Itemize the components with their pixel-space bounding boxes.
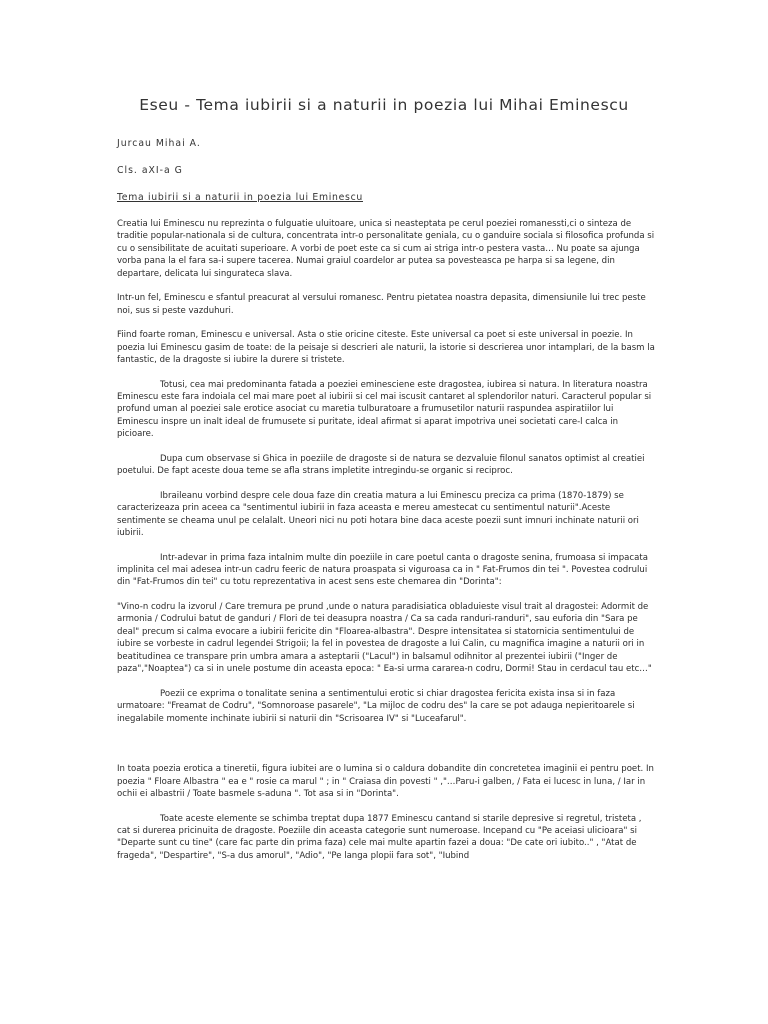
paragraph: In toata poezia erotica a tineretii, figura iubitei are o lumina si o caldura dobandite din concretetea imaginii ei pentru poet. In poezia " Floare Albastra " ea e " rosie ca marul " ; in " Craiasa din povesti " ,"…Paru-i galben, / Fata ei lucesc in luna, / Iar in ochii ei albastrii / Toate basmele s-aduna ". Tot asa si in "Dorinta". bbox=[117, 764, 654, 799]
paragraph: Intr-adevar in prima faza intalnim multe din poeziile in care poetul canta o dragoste senina, frumoasa si impacata implinita cel mai adesea intr-un cadru feeric de natura proaspata si viguroasa ca in " Fat-Frumos din tei ". Povestea codrului din "Fat-Frumos din tei" cu totu reprezentativa in acest sens este chemarea din "Dorinta": bbox=[117, 552, 648, 588]
paragraph: Creatia lui Eminescu nu reprezinta o fulguatie uluitoare, unica si neasteptata pe cerul poeziei romanessti,ci o sinteza de traditie popular-nationala si de cultura, concentrata intr-o personalitate geniala, cu o ganduire sociala si filosofica profunda si cu o sensibilitate de acuitati superioare. A vorbi de poet este ca si cum ai striga intr-o pestera vasta… Nu poate sa ajunga vorba pana la el fara sa-i supere tacerea. Numai graiul coardelor ar putea sa povesteasca pe harpa si sa legene, din departare, delicata lui singurateca slava. bbox=[117, 219, 655, 279]
document-title: Eseu - Tema iubirii si a naturii in poezia lui Mihai Eminescu bbox=[139, 96, 629, 114]
author-name: Jurcau Mihai A. bbox=[117, 138, 201, 149]
paragraph: Dupa cum observase si Ghica in poeziile de dragoste si de natura se dezvaluie filonul sanatos optimist al creatiei poetului. De fapt aceste doua teme se afla strans impletite intregindu-se organic si reciproc. bbox=[117, 453, 645, 477]
paragraph: "Vino-n codru la izvorul / Care tremura pe prund ,unde o natura paradisiatica obladuieste visul trait al dragostei: Adormit de armonia / Codrului batut de ganduri / Flori de tei deasupra noastra / Ca sa cada randuri-randuri", sau euforia din "Sara pe deal" precum si calma evocare a iubirii fericite din "Floarea-albastra". Despre intensitatea si statornicia sentimentului de iubire se vorbeste in cadrul legendei Strigoii; la fel in povestea de dragoste a lui Calin, cu magnifica imagine a naturii ori in beatitudinea ce transpare prin umbra amara a asteptarii ("Lacul") in balsamul odihnitor al prezentei iubirii ("Inger de paza","Noaptea") ca si in unele postume din aceasta epoca: " Ea-si urma cararea-n codru, Dormi! Stau in cerdacul tau etc…" bbox=[117, 602, 652, 675]
paragraph: Ibraileanu vorbind despre cele doua faze din creatia matura a lui Eminescu preciza ca prima (1870-1879) se caracterizeaza prin aceea ca "sentimentul iubirii in faza aceasta e mereu amestecat cu sentimentul naturii".Aceste sentimente se cheama unul pe celalalt. Uneori nici nu poti hotara bine daca aceste poezii sunt imnuri inchinate naturii ori iubirii. bbox=[117, 490, 639, 539]
paragraph: Poezii ce exprima o tonalitate senina a sentimentului erotic si chiar dragostea fericita exista insa si in faza urmatoare: "Freamat de Codru", "Somnoroase pasarele", "La mijloc de codru des" la care se pot adauga nepieritoarele si inegalabile momente inchinate iubirii si naturii din "Scrisoarea IV" si "Luceafarul". bbox=[117, 688, 635, 724]
section-subtitle: Tema iubirii si a naturii in poezia lui Eminescu bbox=[117, 192, 363, 203]
document-page bbox=[117, 96, 655, 874]
paragraph: Fiind foarte roman, Eminescu e universal. Asta o stie oricine citeste. Este universal ca poet si este universal in poezie. In poezia lui Eminescu gasim de toate: de la peisaje si descrieri ale naturii, la istorie si descrierea unor intamplari, de la basm la fantastic, de la dragoste si iubire la durere si tristete. bbox=[117, 330, 655, 366]
paragraph: Intr-un fel, Eminescu e sfantul preacurat al versului romanesc. Pentru pietatea noastra depasita, dimensiunile lui trec peste noi, sus si peste vazduhuri. bbox=[117, 293, 646, 316]
class-label: Cls. aXI-a G bbox=[117, 165, 183, 176]
paragraph: Totusi, cea mai predominanta fatada a poeziei eminesciene este dragostea, iubirea si natura. In literatura noastra Eminescu este fara indoiala cel mai mare poet al iubirii si cel mai iscusit cantaret al splendorilor naturi. Caracterul popular si profund uman al poeziei sale erotice asociat cu maretia tulburatoare a frumusetilor naturii raspundea aspiratiilor lui Eminescu inspre un inalt ideal de frumusete si puritate, ideal afirmat si aparat impotriva unei societati care-l calca in picioare. bbox=[117, 379, 652, 440]
paragraph: Toate aceste elemente se schimba treptat dupa 1877 Eminescu cantand si starile depresive si regretul, tristeta , cat si durerea pricinuita de dragoste. Poeziile din aceasta categorie sunt numeroase. Incepand cu "Pe aceiasi ulicioara" si "Departe sunt cu tine" (care fac parte din prima faza) cele mai multe apartin fazei a doua: "De cate ori iubito.." , "Atat de frageda", "Despartire", "S-a dus amorul", "Adio", "Pe langa plopii fara sot", "Iubind bbox=[117, 813, 642, 861]
blank-spacer bbox=[117, 737, 655, 763]
